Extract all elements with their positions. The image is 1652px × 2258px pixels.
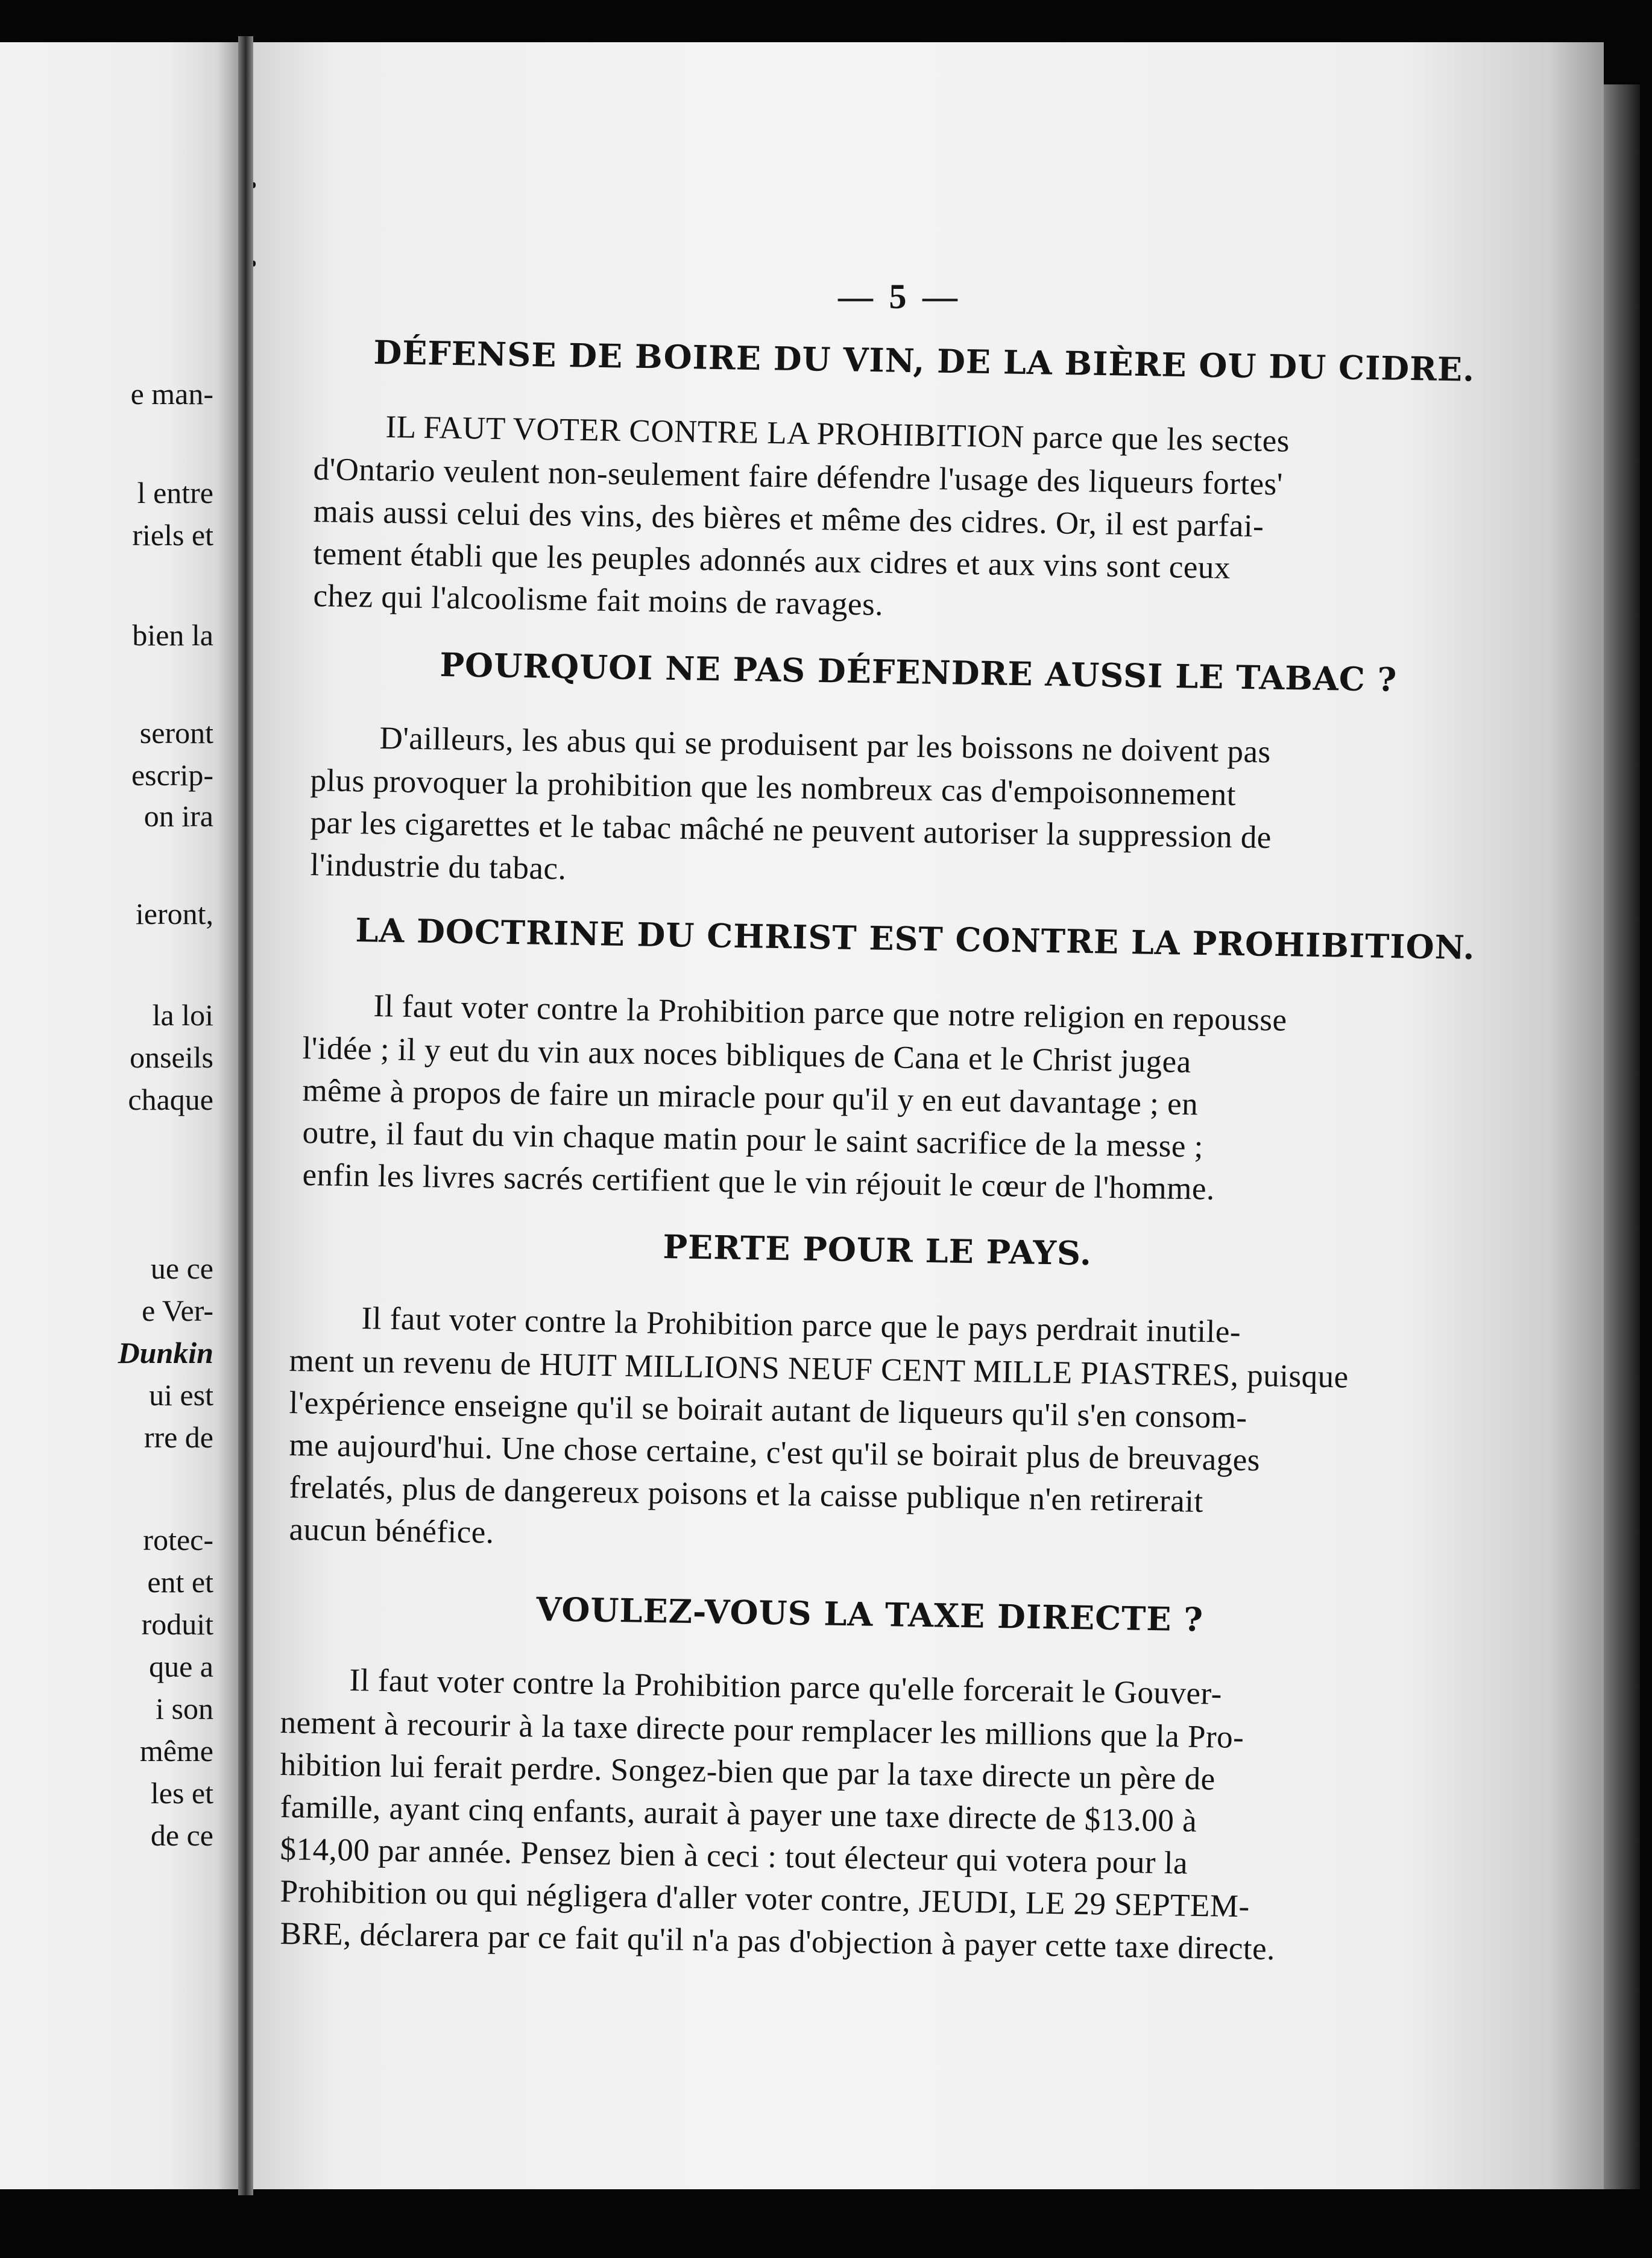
- paragraph-line: l'expérience enseigne qu'il se boirait autant de liqueurs qu'il s'en consom-: [289, 1385, 1248, 1435]
- left-page-line: bien la: [132, 618, 213, 652]
- paragraph-line: Il faut voter contre la Prohibition parce que le pays perdrait inutile-: [361, 1301, 1241, 1350]
- paragraph-line: BRE, déclarera par ce fait qu'il n'a pas d'objection à payer cette taxe directe.: [280, 1916, 1276, 1967]
- left-page-line: i son: [156, 1692, 213, 1725]
- left-page-line: ent et: [147, 1565, 213, 1599]
- paragraph-line: Il faut voter contre la Prohibition parce qu'elle forcerait le Gouver-: [349, 1663, 1223, 1712]
- paragraph-line: même à propos de faire un miracle pour qu'il y en eut davantage ; en: [302, 1073, 1199, 1122]
- page-gutter: [238, 36, 253, 2195]
- paragraph-line: d'Ontario veulent non-seulement faire défendre l'usage des liqueurs fortes': [313, 452, 1284, 502]
- section-title: PERTE POUR LE PAYS.: [662, 1227, 1092, 1273]
- paragraph-line: enfin les livres sacrés certifient que le vin réjouit le cœur de l'homme.: [302, 1157, 1215, 1207]
- paragraph-line: ment un revenu de HUIT MILLIONS NEUF CENT MILLE PIASTRES, puisque: [289, 1343, 1349, 1395]
- left-page-line: roduit: [141, 1607, 213, 1641]
- left-page-line: e Ver-: [142, 1294, 213, 1327]
- binding-stitch-mark: [253, 261, 256, 267]
- scan-border-top: [0, 0, 1652, 36]
- section-title: DÉFENSE DE BOIRE DU VIN, DE LA BIÈRE OU DU CIDRE.: [373, 333, 1475, 389]
- section-title: POURQUOI NE PAS DÉFENDRE AUSSI LE TABAC ?: [439, 645, 1398, 699]
- left-page-line: rre de: [143, 1420, 213, 1454]
- paragraph-line: frelatés, plus de dangereux poisons et la caisse publique n'en retirerait: [289, 1470, 1204, 1519]
- paragraph-line: par les cigarettes et le tabac mâché ne peuvent autoriser la suppression de: [310, 805, 1272, 856]
- section-title: LA DOCTRINE DU CHRIST EST CONTRE LA PROHIBITION.: [355, 911, 1475, 967]
- paragraph-line: Il faut voter contre la Prohibition parce que notre religion en repousse: [373, 988, 1287, 1038]
- paragraph-line: nement à recourir à la taxe directe pour remplacer les millions que la Pro-: [280, 1705, 1244, 1756]
- left-page-line: onseils: [130, 1040, 213, 1074]
- left-page-line: la loi: [152, 998, 213, 1032]
- page-edge-shadow: [1604, 84, 1640, 2189]
- left-page-line: Dunkin: [118, 1336, 213, 1370]
- left-page-line: ue ce: [150, 1251, 213, 1285]
- left-page-line: l entre: [137, 476, 213, 510]
- paragraph-line: mais aussi celui des vins, des bières et même des cidres. Or, il est parfai-: [313, 494, 1264, 544]
- left-page-line: ieront,: [135, 897, 213, 931]
- paragraph-line: chez qui l'alcoolisme fait moins de ravages.: [313, 578, 884, 622]
- paragraph-line: l'industrie du tabac.: [310, 847, 567, 887]
- left-page-line: on ira: [143, 799, 213, 833]
- paragraph-line: Prohibition ou qui négligera d'aller voter contre, JEUDI, LE 29 SEPTEM-: [280, 1874, 1250, 1924]
- paragraph-line: plus provoquer la prohibition que les nombreux cas d'empoisonnement: [310, 763, 1237, 813]
- left-page-line: riels et: [132, 518, 213, 552]
- section-title: VOULEZ-VOUS LA TAXE DIRECTE ?: [535, 1590, 1204, 1639]
- left-page-line: chaque: [128, 1083, 213, 1116]
- left-page-line: escrip-: [131, 758, 213, 792]
- main-page: [253, 42, 1604, 2189]
- left-facing-page: [0, 42, 241, 2189]
- paragraph-line: famille, ayant cinq enfants, aurait à payer une taxe directe de $13.00 à: [280, 1789, 1197, 1839]
- left-page-line: seront: [139, 716, 213, 750]
- paragraph-line: hibition lui ferait perdre. Songez-bien que par la taxe directe un père de: [280, 1747, 1216, 1797]
- left-page-line: ui est: [149, 1378, 213, 1412]
- paragraph-line: outre, il faut du vin chaque matin pour le saint sacrifice de la messe ;: [302, 1115, 1204, 1165]
- paragraph-line: $14,00 par année. Pensez bien à ceci : tout électeur qui votera pour la: [280, 1832, 1188, 1881]
- binding-stitch-mark: [253, 182, 256, 188]
- scan-border-bottom: [0, 2195, 1652, 2258]
- left-page-line: les et: [150, 1776, 213, 1810]
- left-page-line: e man-: [130, 377, 213, 411]
- left-page-line: de ce: [150, 1818, 213, 1852]
- left-page-line: même: [139, 1734, 213, 1768]
- left-page-line: rotec-: [143, 1523, 213, 1557]
- page-number: — 5 —: [838, 277, 961, 316]
- paragraph-line: D'ailleurs, les abus qui se produisent par les boissons ne doivent pas: [379, 721, 1272, 770]
- paragraph-line: l'idée ; il y eut du vin aux noces bibliques de Cana et le Christ jugea: [302, 1031, 1192, 1080]
- paragraph-line: aucun bénéfice.: [289, 1512, 495, 1551]
- paragraph-line: tement établi que les peuples adonnés aux cidres et aux vins sont ceux: [313, 536, 1231, 586]
- left-page-line: que a: [149, 1649, 213, 1683]
- paragraph-line: IL FAUT VOTER CONTRE LA PROHIBITION parce que les sectes: [385, 410, 1290, 459]
- paragraph-line: me aujourd'hui. Une chose certaine, c'est qu'il se boirait plus de breuvages: [289, 1428, 1261, 1478]
